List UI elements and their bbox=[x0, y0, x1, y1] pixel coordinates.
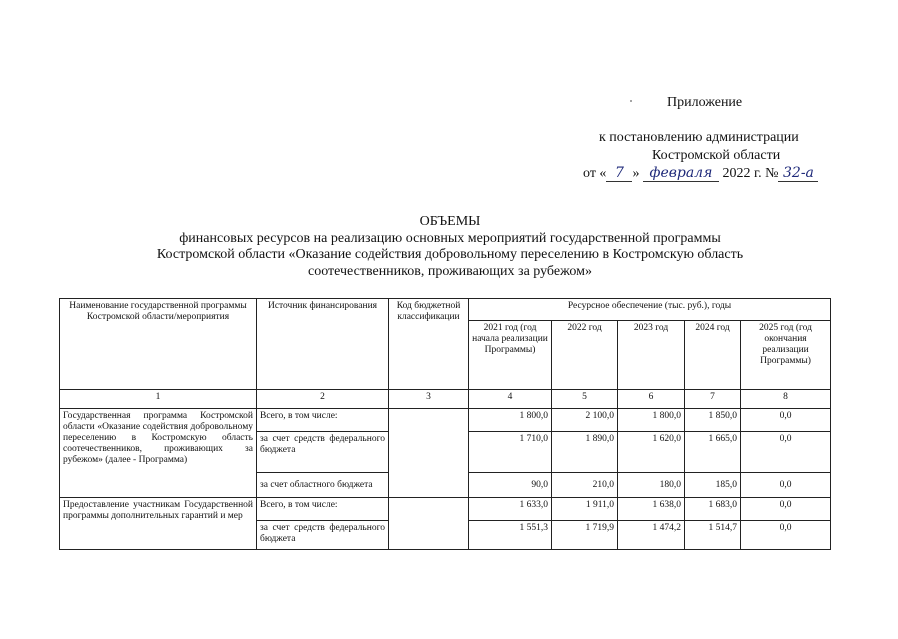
value-cell: 90,0 bbox=[469, 473, 552, 498]
header-source: Источник финансирования bbox=[257, 299, 389, 390]
value-cell: 2 100,0 bbox=[552, 409, 618, 432]
handwritten-day: 7 bbox=[606, 165, 632, 182]
title-line-1: ОБЪЕМЫ bbox=[419, 214, 481, 229]
value-cell: 1 911,0 bbox=[552, 498, 618, 521]
handwritten-month: февраля bbox=[643, 165, 719, 182]
source-cell: Всего, в том числе: bbox=[257, 409, 389, 432]
header-year-2023: 2023 год bbox=[618, 321, 685, 390]
value-cell: 210,0 bbox=[552, 473, 618, 498]
index-row bbox=[60, 390, 831, 409]
header-year-2022: 2022 год bbox=[552, 321, 618, 390]
organization-line: Костромской области bbox=[652, 148, 781, 163]
title-line-3: Костромской области «Оказание содействия добровольному переселению в Костромскую область bbox=[156, 247, 744, 262]
program-name-cell: Предоставление участникам Государственной программы дополнительных гарантий и мер bbox=[60, 498, 257, 550]
value-cell: 1 638,0 bbox=[618, 498, 685, 521]
source-cell: Всего, в том числе: bbox=[257, 498, 389, 521]
value-cell: 1 800,0 bbox=[618, 409, 685, 432]
value-cell: 0,0 bbox=[741, 473, 831, 498]
date-year: 2022 г. № bbox=[722, 166, 779, 181]
value-cell: 0,0 bbox=[741, 432, 831, 473]
index-cell: 5 bbox=[552, 390, 618, 409]
source-cell: за счет средств федерального бюджета bbox=[257, 521, 389, 550]
value-cell: 0,0 bbox=[741, 521, 831, 550]
program-name-cell: Государственная программа Костромской области «Оказание содействия добровольному переселению в Костромскую область соотечественников, проживающих за рубежом» (далее - Программа) bbox=[60, 409, 257, 498]
source-cell: за счет средств федерального бюджета bbox=[257, 432, 389, 473]
header-year-2021: 2021 год (год начала реализации Программы) bbox=[469, 321, 552, 390]
index-cell: 3 bbox=[389, 390, 469, 409]
index-cell: 7 bbox=[685, 390, 741, 409]
table-row bbox=[60, 498, 831, 521]
header-year-2024: 2024 год bbox=[685, 321, 741, 390]
value-cell: 185,0 bbox=[685, 473, 741, 498]
value-cell: 1 665,0 bbox=[685, 432, 741, 473]
index-cell: 6 bbox=[618, 390, 685, 409]
title-line-2: финансовых ресурсов на реализацию основных мероприятий государственной программы bbox=[179, 230, 721, 246]
header-name: Наименование государственной программы Костромской области/мероприятия bbox=[60, 299, 257, 390]
source-cell: за счет областного бюджета bbox=[257, 473, 389, 498]
value-cell: 180,0 bbox=[618, 473, 685, 498]
index-cell: 2 bbox=[257, 390, 389, 409]
scan-dot bbox=[630, 100, 632, 102]
date-mid: » bbox=[632, 166, 640, 181]
title-line-4: соотечественников, проживающих за рубежом» bbox=[308, 263, 592, 279]
date-prefix: от « bbox=[583, 166, 607, 181]
value-cell: 1 551,3 bbox=[469, 521, 552, 550]
value-cell: 1 474,2 bbox=[618, 521, 685, 550]
budget-table bbox=[59, 298, 831, 550]
value-cell: 1 800,0 bbox=[469, 409, 552, 432]
index-cell: 1 bbox=[60, 390, 257, 409]
table-row bbox=[60, 409, 831, 432]
appendix-title: Приложение bbox=[667, 95, 743, 110]
resolution-reference: к постановлению администрации bbox=[599, 130, 799, 145]
index-cell: 8 bbox=[741, 390, 831, 409]
header-year-2025: 2025 год (год окончания реализации Программы) bbox=[741, 321, 831, 390]
value-cell: 1 683,0 bbox=[685, 498, 741, 521]
value-cell: 1 719,9 bbox=[552, 521, 618, 550]
header-resources: Ресурсное обеспечение (тыс. руб.), годы bbox=[469, 299, 831, 321]
value-cell: 1 890,0 bbox=[552, 432, 618, 473]
index-cell: 4 bbox=[469, 390, 552, 409]
budget-code-cell bbox=[389, 498, 469, 550]
header-row-1 bbox=[60, 299, 831, 321]
value-cell: 1 850,0 bbox=[685, 409, 741, 432]
header-code: Код бюджетной классификации bbox=[389, 299, 469, 390]
document-title bbox=[110, 214, 790, 280]
value-cell: 0,0 bbox=[741, 498, 831, 521]
value-cell: 0,0 bbox=[741, 409, 831, 432]
value-cell: 1 620,0 bbox=[618, 432, 685, 473]
handwritten-number: 32-а bbox=[778, 165, 818, 182]
value-cell: 1 514,7 bbox=[685, 521, 741, 550]
value-cell: 1 633,0 bbox=[469, 498, 552, 521]
resolution-date-line bbox=[583, 165, 818, 182]
budget-code-cell bbox=[389, 409, 469, 498]
value-cell: 1 710,0 bbox=[469, 432, 552, 473]
